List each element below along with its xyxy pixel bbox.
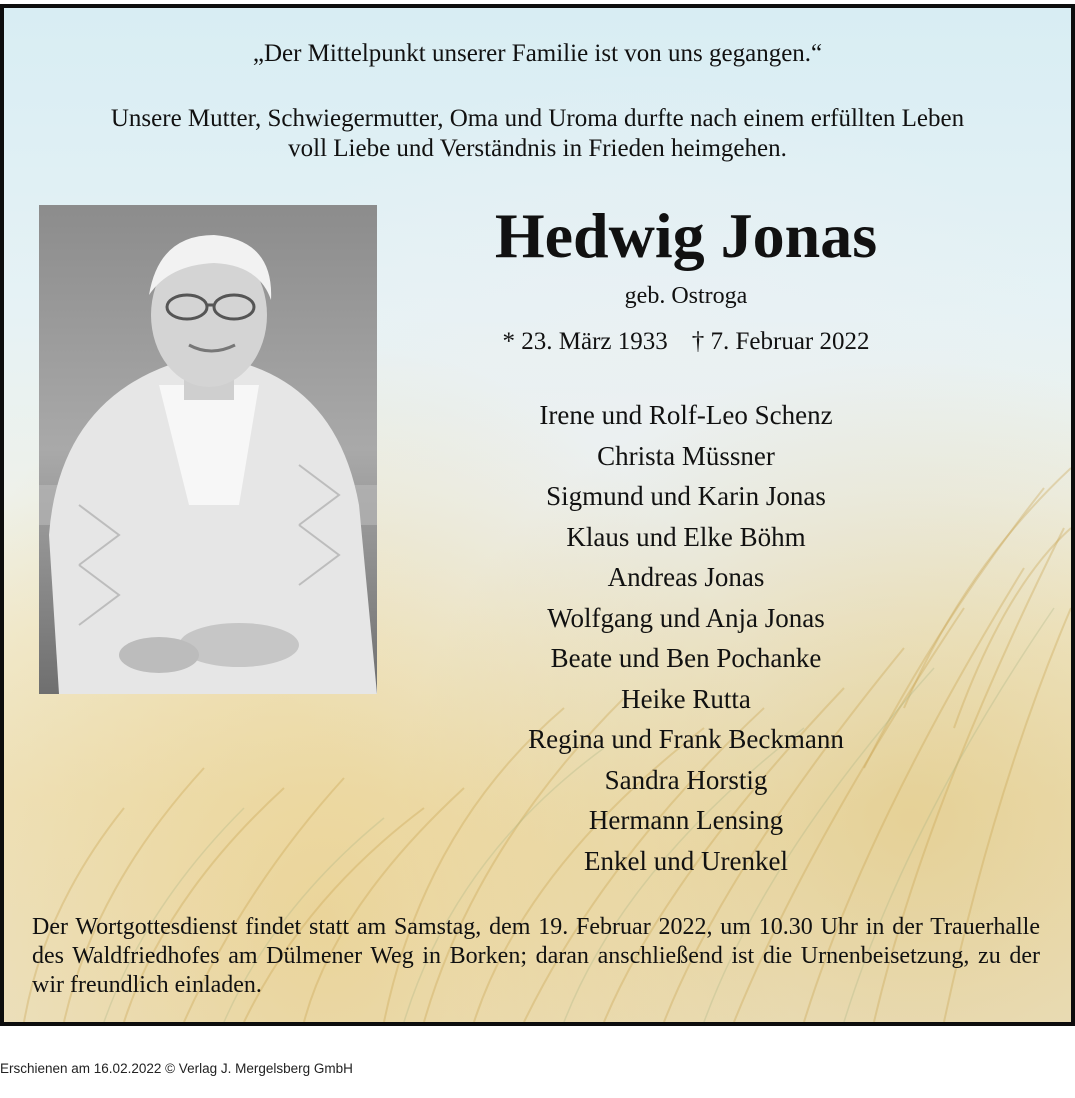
death-date: † 7. Februar 2022 bbox=[691, 328, 870, 355]
mourner: Christa Müssner bbox=[597, 440, 775, 471]
opening-quote: „Der Mittelpunkt unserer Familie ist von uns gegangen.“ bbox=[252, 40, 823, 67]
publication-footer: Erschienen am 16.02.2022 © Verlag J. Mergelsberg GmbH bbox=[0, 1061, 353, 1076]
mourner: Beate und Ben Pochanke bbox=[550, 643, 822, 673]
mourner: Sigmund und Karin Jonas bbox=[546, 481, 826, 511]
portrait-photo bbox=[39, 205, 377, 694]
mourner: Irene und Rolf-Leo Schenz bbox=[539, 400, 833, 430]
service-information: Der Wortgottesdienst findet statt am Samstag, dem 19. Februar 2022, um 10.30 Uhr in der Trauerhalle des Waldfriedhofes am Dülmener Weg in Borken; daran anschließend ist die Urnenbeisetzung, zu der wir freundlich einladen. bbox=[32, 914, 1040, 998]
intro-text bbox=[4, 104, 1071, 164]
mourners-list bbox=[386, 395, 986, 881]
birth-name: geb. Ostroga bbox=[624, 283, 748, 309]
mourner: Andreas Jonas bbox=[607, 562, 765, 592]
intro-line: Unsere Mutter, Schwiegermutter, Oma und Uroma durfte nach einem erfüllten Leben bbox=[110, 105, 965, 132]
mourner: Wolfgang und Anja Jonas bbox=[547, 602, 825, 633]
birth-date: * 23. März 1933 bbox=[502, 328, 668, 355]
deceased-name: Hedwig Jonas bbox=[494, 200, 878, 271]
life-dates bbox=[386, 328, 986, 356]
mourner: Klaus und Elke Böhm bbox=[566, 521, 806, 552]
portrait-image bbox=[39, 205, 377, 694]
mourner: Regina und Frank Beckmann bbox=[528, 724, 844, 754]
intro-line: voll Liebe und Verständnis in Frieden heimgehen. bbox=[288, 135, 787, 162]
obituary-notice bbox=[0, 4, 1075, 1026]
mourner: Heike Rutta bbox=[621, 683, 751, 714]
mourner: Hermann Lensing bbox=[588, 805, 784, 835]
mourner: Sandra Horstig bbox=[604, 764, 768, 795]
mourner: Enkel und Urenkel bbox=[584, 845, 788, 876]
